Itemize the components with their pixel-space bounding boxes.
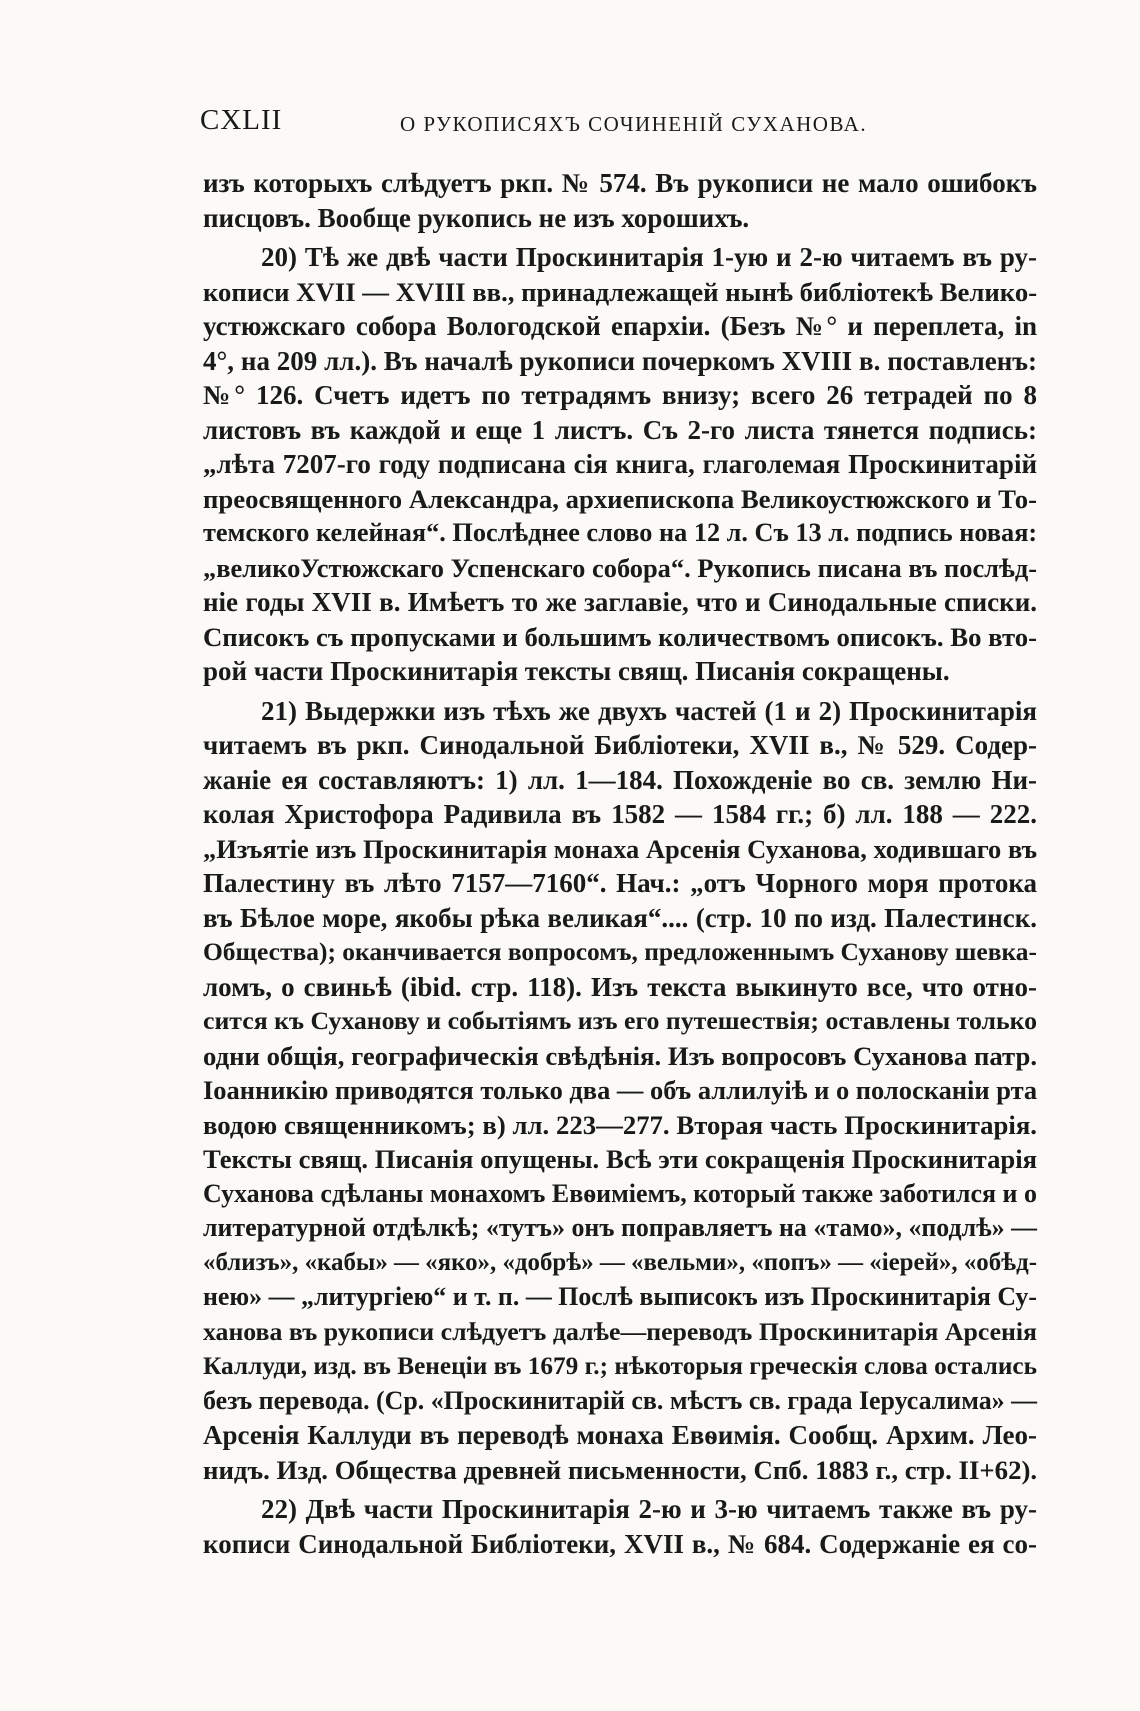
text-line: 4°, на 209 лл.). Въ началѣ рукописи почеркомъ XVIII в. поставленъ: <box>203 345 1037 376</box>
text-line: темского келейная“. Послѣднее слово на 12 л. Съ 13 л. подпись новая: <box>203 518 1038 547</box>
text-line: ханова въ рукописи слѣдуетъ далѣе—переводъ Проскинитарія Арсенія <box>203 1316 1037 1346</box>
text-line: „лѣта 7207-го году подписана сія книга, глаголемая Проскинитарій <box>203 449 1037 479</box>
text-line: „Изъятіе изъ Проскинитарія монаха Арсенія Суханова, ходившаго въ <box>203 833 1037 864</box>
text-line: нидъ. Изд. Общества древней письменности, Спб. 1883 г., стр. II+62). <box>203 1454 1038 1485</box>
page-number: CXLII <box>200 104 283 136</box>
paragraph-20 <box>203 240 1037 689</box>
text-line: Суханова сдѣланы монахомъ Евѳиміемъ, который также заботился и о <box>203 1178 1037 1208</box>
paragraph-continuation <box>203 166 1037 235</box>
text-line: читаемъ въ ркп. Синодальной Библіотеки, XVII в., № 529. Содер- <box>203 730 1037 760</box>
paragraph-22 <box>203 1492 1037 1561</box>
text-line: Палестину въ лѣто 7157—7160“. Нач.: „отъ Чорного моря протока <box>203 868 1037 898</box>
text-line: листовъ въ каждой и еще 1 листъ. Съ 2-го листа тянется подпись: <box>203 414 1037 445</box>
text-line: сится къ Суханову и событіямъ изъ его путешествія; оставлены только <box>203 1006 1037 1035</box>
text-line: Общества); оканчивается вопросомъ, предложеннымъ Суханову шевка- <box>203 937 1037 966</box>
text-line: нею» — „литургіею“ и т. п. — Послѣ выписокъ изъ Проскинитарія Су- <box>203 1282 1037 1311</box>
text-line: колая Христофора Радивила въ 1582 — 1584 гг.; б) лл. 188 — 222. <box>203 799 1037 829</box>
text-line: изъ которыхъ слѣдуетъ ркп. № 574. Въ рукописи не мало ошибокъ <box>203 168 1037 198</box>
text-line: 20) Тѣ же двѣ части Проскинитарія 1-ую и 2-ю читаемъ въ ру- <box>261 242 1037 272</box>
text-line: въ Бѣлое море, якобы рѣка великая“.... (стр. 10 по изд. Палестинск. <box>203 902 1037 933</box>
paragraph-21 <box>203 694 1037 1488</box>
body-text <box>203 166 1037 1566</box>
text-line: рой части Проскинитарія тексты свящ. Писанія сокращены. <box>203 656 950 686</box>
text-line: ломъ, о свиньѣ (ibid. стр. 118). Изъ текста выкинуто все, что отно- <box>203 971 1037 1002</box>
text-line: жаніе ея составляютъ: 1) лл. 1—184. Похожденіе во св. землю Ни- <box>203 764 1037 795</box>
text-line: „великоУстюжскаго Успенскаго собора“. Рукопись писана въ послѣд- <box>203 552 1037 583</box>
text-line: ніе годы XVII в. Имѣетъ то же заглавіе, что и Синодальные списки. <box>203 587 1037 617</box>
text-line: безъ перевода. (Ср. «Проскинитарій св. мѣстъ св. града Іерусалима» — <box>203 1385 1037 1415</box>
text-line: водою священникомъ; в) лл. 223—277. Вторая часть Проскинитарія. <box>203 1109 1037 1140</box>
text-line: Каллуди, изд. въ Венеціи въ 1679 г.; нѣкоторыя греческія слова остались <box>203 1352 1037 1380</box>
text-line: 22) Двѣ части Проскинитарія 2-ю и 3-ю читаемъ также въ ру- <box>261 1494 1037 1524</box>
page-header <box>200 104 1060 144</box>
text-line: устюжскаго собора Вологодской епархіи. (Безъ №° и переплета, in <box>203 311 1037 341</box>
text-line: Арсенія Каллуди въ переводѣ монаха Евѳимія. Сообщ. Архим. Лео- <box>203 1420 1037 1450</box>
text-line: одни общія, географическія свѣдѣнія. Изъ вопросовъ Суханова патр. <box>203 1040 1037 1071</box>
text-line: кописи Синодальной Библіотеки, XVII в., № 684. Содержаніе ея со- <box>203 1528 1037 1559</box>
text-line: Списокъ съ пропусками и большимъ количествомъ описокъ. Во вто- <box>203 621 1037 652</box>
text-line: №° 126. Счетъ идетъ по тетрадямъ внизу; всего 26 тетрадей по 8 <box>203 380 1037 410</box>
text-line: кописи XVII — XVIII вв., принадлежащей нынѣ библіотекѣ Велико- <box>203 276 1038 307</box>
text-line: писцовъ. Вообще рукопись не изъ хорошихъ. <box>203 202 750 233</box>
text-line: «близъ», «кабы» — «яко», «добрѣ» — «вельми», «попъ» — «іерей», «обѣд- <box>203 1248 1037 1276</box>
text-line: литературной отдѣлкѣ; «тутъ» онъ поправляетъ на «тамо», «подлѣ» — <box>203 1213 1037 1242</box>
running-title: О РУКОПИСЯХЪ СОЧИНЕНІЙ СУХАНОВА. <box>400 112 868 136</box>
text-line: Тексты свящ. Писанія опущены. Всѣ эти сокращенія Проскинитарія <box>203 1144 1037 1174</box>
text-line: преосвященного Александра, архиепископа Великоустюжского и То- <box>203 483 1038 514</box>
text-line: Іоанникію приводятся только два — объ аллилуіѣ и о полосканіи рта <box>203 1075 1038 1105</box>
text-line: 21) Выдержки изъ тѣхъ же двухъ частей (1 и 2) Проскинитарія <box>261 695 1037 726</box>
